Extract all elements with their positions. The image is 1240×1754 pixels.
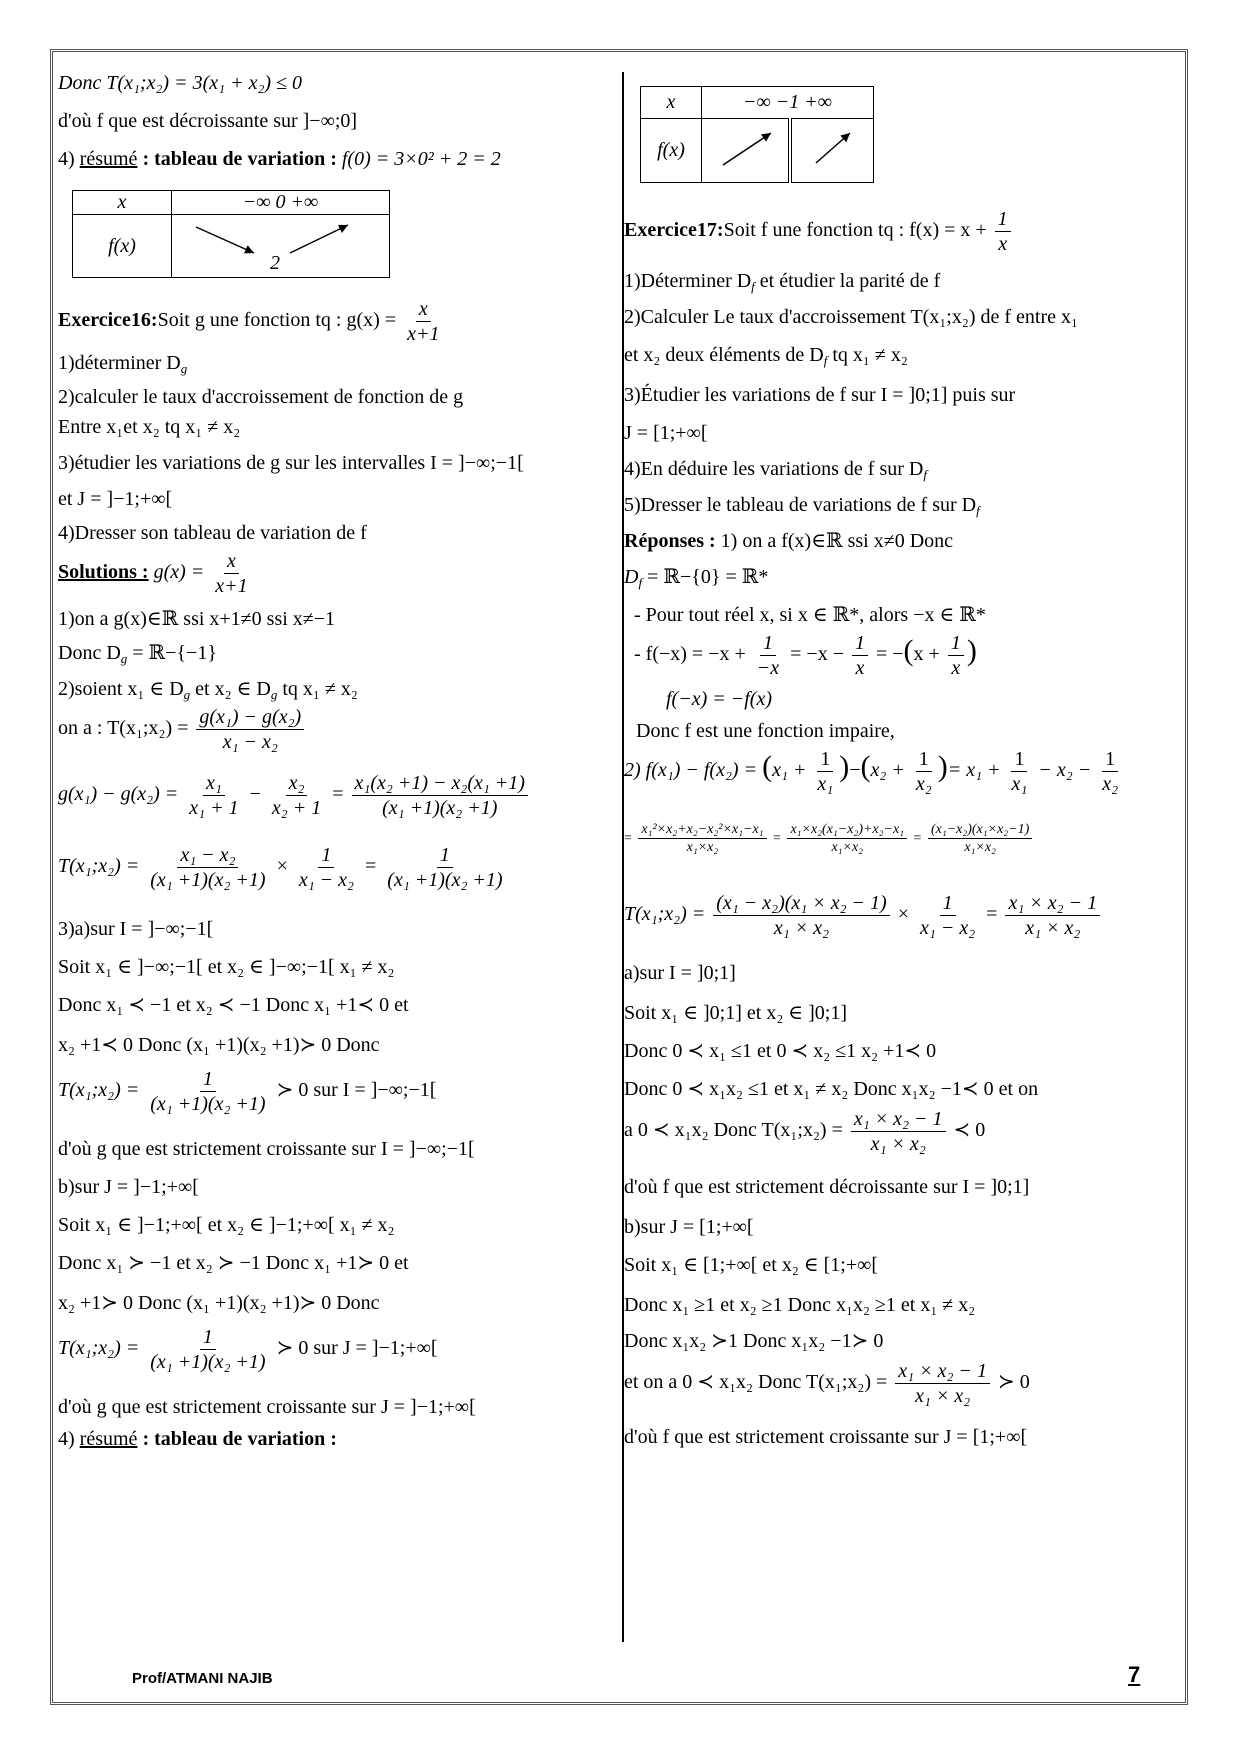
text: = — [624, 831, 632, 847]
fraction — [147, 1068, 268, 1115]
den: x+1 — [215, 575, 248, 597]
table-cell — [790, 119, 874, 183]
den: x+1 — [407, 323, 440, 345]
table-cell: −∞ −1 +∞ — [702, 87, 874, 119]
num: 1 — [817, 748, 833, 772]
den: x₁ + 1 — [189, 797, 239, 819]
line: d'où g que est strictement croissante sur J = ]−1;+∞[ — [58, 1396, 476, 1418]
text: = ℝ−{−1} — [127, 642, 217, 664]
line: 3)Étudier les variations de f sur I = ]0;1] puis sur — [624, 384, 1016, 406]
line — [58, 298, 445, 345]
line: et J = ]−1;+∞[ — [58, 488, 173, 510]
fraction — [852, 632, 868, 679]
num: x₂ — [286, 772, 308, 796]
num: 1 — [995, 208, 1011, 232]
fraction — [352, 772, 528, 819]
text: g — [120, 651, 128, 666]
text: f — [751, 279, 755, 294]
text: ≻ 0 sur J = ]−1;+∞[ — [276, 1337, 438, 1360]
line — [624, 344, 908, 369]
line: Donc 0 ≺ x₁ ≤1 et 0 ≺ x₂ ≤1 x₂ +1≺ 0 — [624, 1040, 937, 1062]
table-cell: x — [73, 191, 172, 215]
num: 1 — [437, 844, 453, 868]
line: 2) f(x₁) − f(x₂) = (x₁ + $\frac{1}{\text{x₁}}$ )−(x₂ + $\frac{1}{\text{x₂}}$ )= x₁ + $\frac{1}{\text{x₁}}$ − x₂ − $\frac{1}{\text{x₂}}$ — [624, 748, 1124, 795]
line — [58, 706, 307, 753]
fraction — [814, 748, 836, 795]
num: 1 — [760, 632, 776, 656]
line: d'où f que est strictement croissante sur J = [1;+∞[ — [624, 1426, 1028, 1448]
line — [58, 1428, 337, 1451]
text: 1)Déterminer D — [624, 270, 752, 292]
text: tq x₁ ≠ x₂ — [277, 678, 358, 700]
table-cell: −∞ 0 +∞ — [172, 191, 390, 215]
text: tq x₁ ≠ x₂ — [827, 344, 908, 366]
text: × — [276, 855, 288, 878]
text: g — [183, 687, 191, 702]
text: f — [823, 353, 828, 368]
den: −x — [756, 657, 780, 679]
line — [58, 352, 187, 377]
fraction — [638, 822, 766, 856]
fraction — [384, 844, 505, 891]
line: f(−x) = −f(x) — [666, 688, 772, 710]
line: - Pour tout réel x, si x ∈ ℝ*, alors −x ∈ ℝ* — [634, 604, 986, 626]
num: 1 — [940, 892, 956, 916]
num: 1 — [1102, 748, 1118, 772]
text: Soit g une fonction tq : g(x) = — [157, 309, 397, 332]
den: (x₁ +1)(x₂ +1) — [150, 1351, 266, 1373]
line — [624, 822, 1035, 856]
text: : tableau de variation : — [137, 1428, 337, 1450]
text: g(x) = — [153, 561, 205, 584]
line: Soit x₁ ∈ ]0;1] et x₂ ∈ ]0;1] — [624, 1002, 847, 1024]
line — [58, 772, 531, 819]
text: Soit f une fonction tq : f(x) = x + — [723, 219, 987, 242]
text: 1) on a f(x)∈ℝ ssi x≠0 Donc — [715, 530, 954, 552]
line: Donc x₁x₂ ≻1 Donc x₁x₂ −1≻ 0 — [624, 1330, 884, 1352]
den: x₁×x₂ — [831, 840, 864, 856]
table-value: 2 — [269, 252, 280, 271]
line — [624, 530, 953, 553]
den: x — [951, 657, 961, 679]
text: g(x₁) − g(x₂) = — [58, 783, 179, 806]
line — [58, 1068, 436, 1115]
num: x₁ × x₂ − 1 — [851, 1108, 946, 1132]
text: 2) f(x₁) − f(x₂) = — [624, 759, 758, 782]
line: J = [1;+∞[ — [624, 422, 708, 444]
text: ) — [839, 750, 850, 784]
den: x₁ − x₂ — [298, 869, 354, 891]
fraction — [196, 706, 304, 753]
text: résumé — [79, 1428, 138, 1450]
den: x₁ — [817, 773, 834, 795]
line: Soit x₁ ∈ [1;+∞[ et x₂ ∈ [1;+∞[ — [624, 1254, 879, 1276]
line: Soit x₁ ∈ ]−∞;−1[ et x₂ ∈ ]−∞;−1[ x₁ ≠ x₂ — [58, 956, 395, 978]
line — [624, 270, 940, 295]
line: 2)Calculer Le taux d'accroissement T(x₁;x₂) de f entre x₁ — [624, 306, 1078, 328]
num: (x₁−x₂)(x₁×x₂−1) — [928, 822, 1032, 839]
fraction — [212, 550, 250, 597]
num: 1 — [200, 1326, 216, 1350]
text: f — [923, 467, 927, 482]
num: (x₁ − x₂)(x₁ × x₂ − 1) — [713, 892, 889, 916]
fraction — [787, 822, 907, 856]
num: 1 — [318, 844, 334, 868]
line: Donc x₁ ≻ −1 et x₂ ≻ −1 Donc x₁ +1≻ 0 et — [58, 1252, 409, 1274]
text: g — [180, 361, 188, 376]
line: 4)Dresser son tableau de variation de f — [58, 522, 367, 544]
text: = — [332, 783, 344, 806]
line — [58, 148, 501, 171]
line — [624, 1108, 985, 1155]
line: d'où f que est décroissante sur ]−∞;0] — [58, 110, 358, 132]
line: Donc x₁ ≥1 et x₂ ≥1 Donc x₁x₂ ≥1 et x₁ ≠ x₂ — [624, 1294, 976, 1316]
line: - f(−x) = −x + $\frac{1}{-x}$ = −x − $\frac{1}{x}$ = −(x + $\frac{1}{x}$ ) — [634, 632, 977, 679]
num: 1 — [1011, 748, 1027, 772]
line: 3)a)sur I = ]−∞;−1[ — [58, 918, 214, 940]
den: x₁ − x₂ — [222, 731, 278, 753]
fraction — [404, 298, 442, 345]
fraction — [1009, 748, 1031, 795]
num: 1 — [852, 632, 868, 656]
arrow-up-svg — [798, 123, 868, 173]
text: on a : T(x₁;x₂) = — [58, 717, 189, 740]
text: résumé — [79, 148, 138, 170]
text: et étudier la parité de f — [754, 270, 941, 292]
line — [624, 494, 980, 519]
table-cell: f(x) — [641, 119, 702, 183]
fraction — [1005, 892, 1100, 939]
num: x₁²×x₂+x₂−x₂²×x₁−x₁ — [638, 822, 766, 839]
text: et x₂ deux éléments de D — [624, 344, 824, 366]
line — [624, 1360, 1030, 1407]
num: x — [416, 298, 431, 322]
text: = − — [875, 643, 904, 666]
den: x₁×x₂ — [686, 840, 719, 856]
line: b)sur J = [1;+∞[ — [624, 1216, 754, 1238]
line — [58, 550, 254, 597]
fraction — [147, 844, 268, 891]
text: × — [897, 903, 909, 926]
text: − x₂ − — [1038, 759, 1092, 782]
text: = — [365, 855, 377, 878]
line: Soit x₁ ∈ ]−1;+∞[ et x₂ ∈ ]−1;+∞[ x₁ ≠ x₂ — [58, 1214, 395, 1236]
text: 4) — [58, 1428, 80, 1450]
variation-table-2 — [640, 86, 874, 183]
table-cell — [172, 215, 390, 278]
text: x₂ + — [870, 759, 905, 782]
table-cell: f(x) — [73, 215, 172, 278]
solutions-title: Solutions : — [58, 561, 149, 584]
text: x₁ + — [772, 759, 807, 782]
text: ≻ 0 — [997, 1371, 1030, 1394]
text: a 0 ≺ x₁x₂ Donc T(x₁;x₂) = — [624, 1119, 843, 1142]
fraction — [851, 1108, 946, 1155]
table-cell — [702, 119, 791, 183]
line — [58, 1326, 438, 1373]
fraction — [186, 772, 241, 819]
num: x₁ — [203, 772, 225, 796]
text: ( — [762, 750, 773, 784]
text: 1)déterminer D — [58, 352, 181, 374]
text: = ℝ−{0} = ℝ* — [642, 566, 769, 588]
fraction — [754, 632, 782, 679]
den: x — [855, 657, 865, 679]
den: x₂ + 1 — [271, 797, 322, 819]
num: g(x₁) − g(x₂) — [196, 706, 304, 730]
exercise-title: Exercice17: — [624, 219, 724, 242]
page-number: 7 — [1128, 1662, 1141, 1687]
fraction — [948, 632, 964, 679]
den: x₁×x₂ — [964, 840, 996, 856]
line — [624, 566, 768, 591]
table-cell: x — [641, 87, 702, 119]
num: x₁ − x₂ — [177, 844, 238, 868]
arrow-up-svg — [705, 123, 785, 173]
text: = — [913, 831, 922, 847]
variation-table-1 — [72, 190, 390, 278]
line: Donc T(x₁;x₂) = 3(x₁ + x₂) ≤ 0 — [58, 72, 303, 94]
variation-arrows-svg — [176, 215, 386, 271]
num: x₁(x₂ +1) − x₂(x₁ +1) — [352, 772, 528, 796]
den: x₁ × x₂ — [773, 917, 830, 939]
text: ≺ 0 — [953, 1119, 986, 1142]
num: 1 — [916, 748, 932, 772]
text: − — [249, 783, 261, 806]
text: = — [773, 831, 781, 847]
text: 2)soient x₁ ∈ D — [58, 678, 184, 700]
text: f — [976, 503, 980, 518]
text: Donc D — [58, 642, 121, 664]
line — [624, 458, 927, 483]
den: x — [998, 233, 1008, 255]
line — [58, 642, 217, 667]
text: D — [624, 566, 639, 588]
den: (x₁ +1)(x₂ +1) — [382, 797, 498, 819]
exercise-title: Exercice16: — [58, 309, 158, 332]
fraction — [1099, 748, 1121, 795]
line: d'où f que est strictement décroissante sur I = ]0;1] — [624, 1176, 1030, 1198]
fraction — [995, 208, 1011, 255]
arrow-up — [723, 133, 771, 165]
fraction — [296, 844, 357, 891]
fraction — [928, 822, 1032, 856]
text: = x₁ + — [947, 759, 1001, 782]
text: T(x₁;x₂) = — [58, 1079, 140, 1102]
fraction — [913, 748, 935, 795]
line: 2)calculer le taux d'accroissement de fonction de g — [58, 386, 464, 408]
num: 1 — [200, 1068, 216, 1092]
line — [58, 844, 509, 891]
den: x₁ × x₂ — [870, 1133, 926, 1155]
answers-title: Réponses : — [624, 530, 716, 552]
fraction — [269, 772, 324, 819]
num: x₁×x₂(x₁−x₂)+x₂−x₁ — [787, 822, 907, 839]
line: x₂ +1≺ 0 Donc (x₁ +1)(x₂ +1)≻ 0 Donc — [58, 1034, 380, 1056]
num: x₁ × x₂ − 1 — [1005, 892, 1100, 916]
line: d'où g que est strictement croissante sur I = ]−∞;−1[ — [58, 1138, 475, 1160]
line: Donc f est une fonction impaire, — [636, 720, 895, 742]
text: g — [270, 687, 278, 702]
text: : tableau de variation : — [137, 148, 342, 170]
num: x — [224, 550, 239, 574]
text: = — [986, 903, 998, 926]
den: x₁ — [1011, 773, 1028, 795]
text: 4)En déduire les variations de f sur D — [624, 458, 924, 480]
text: ≻ 0 sur I = ]−∞;−1[ — [276, 1079, 437, 1102]
footer-author: Prof/ATMANI NAJIB — [132, 1670, 273, 1687]
text: ( — [860, 750, 871, 784]
arrow-up — [290, 225, 348, 253]
line: Entre x₁et x₂ tq x₁ ≠ x₂ — [58, 416, 241, 438]
den: (x₁ +1)(x₂ +1) — [150, 1093, 266, 1115]
text: f(0) = 3×0² + 2 = 2 — [341, 148, 501, 170]
text: et on a 0 ≺ x₁x₂ Donc T(x₁;x₂) = — [624, 1371, 888, 1394]
line: b)sur J = ]−1;+∞[ — [58, 1176, 199, 1198]
text: T(x₁;x₂) = — [58, 1337, 140, 1360]
arrow-up — [816, 133, 850, 163]
arrow-down — [196, 227, 254, 253]
den: x₁ × x₂ — [1025, 917, 1081, 939]
line: Donc x₁ ≺ −1 et x₂ ≺ −1 Donc x₁ +1≺ 0 et — [58, 994, 409, 1016]
den: (x₁ +1)(x₂ +1) — [387, 869, 503, 891]
den: x₁ − x₂ — [920, 917, 976, 939]
text: - f(−x) = −x + — [634, 643, 746, 666]
line — [58, 678, 358, 703]
den: x₂ — [1102, 773, 1119, 795]
text: = −x − — [790, 643, 844, 666]
line: x₂ +1≻ 0 Donc (x₁ +1)(x₂ +1)≻ 0 Donc — [58, 1292, 380, 1314]
text: ) — [937, 750, 948, 784]
line: 3)étudier les variations de g sur les intervalles I = ]−∞;−1[ — [58, 452, 524, 474]
den: (x₁ +1)(x₂ +1) — [150, 869, 266, 891]
text: ( — [903, 634, 914, 668]
line: Donc 0 ≺ x₁x₂ ≤1 et x₁ ≠ x₂ Donc x₁x₂ −1≺ 0 et on — [624, 1078, 1039, 1100]
text: T(x₁;x₂) = — [624, 903, 706, 926]
den: x₂ — [915, 773, 932, 795]
num: 1 — [948, 632, 964, 656]
line: a)sur I = ]0;1] — [624, 962, 736, 984]
text: et x₂ ∈ D — [190, 678, 271, 700]
text: 5)Dresser le tableau de variations de f sur D — [624, 494, 977, 516]
fraction — [147, 1326, 268, 1373]
fraction — [917, 892, 978, 939]
text: 4) — [58, 148, 80, 170]
line: 1)on a g(x)∈ℝ ssi x+1≠0 ssi x≠−1 — [58, 608, 336, 630]
fraction — [895, 1360, 990, 1407]
text: f — [638, 575, 643, 590]
num: x₁ × x₂ − 1 — [895, 1360, 990, 1384]
line — [624, 892, 1103, 939]
text: ) — [966, 634, 977, 668]
line — [624, 208, 1014, 255]
text: T(x₁;x₂) = — [58, 855, 140, 878]
fraction — [713, 892, 889, 939]
den: x₁ × x₂ — [915, 1385, 971, 1407]
